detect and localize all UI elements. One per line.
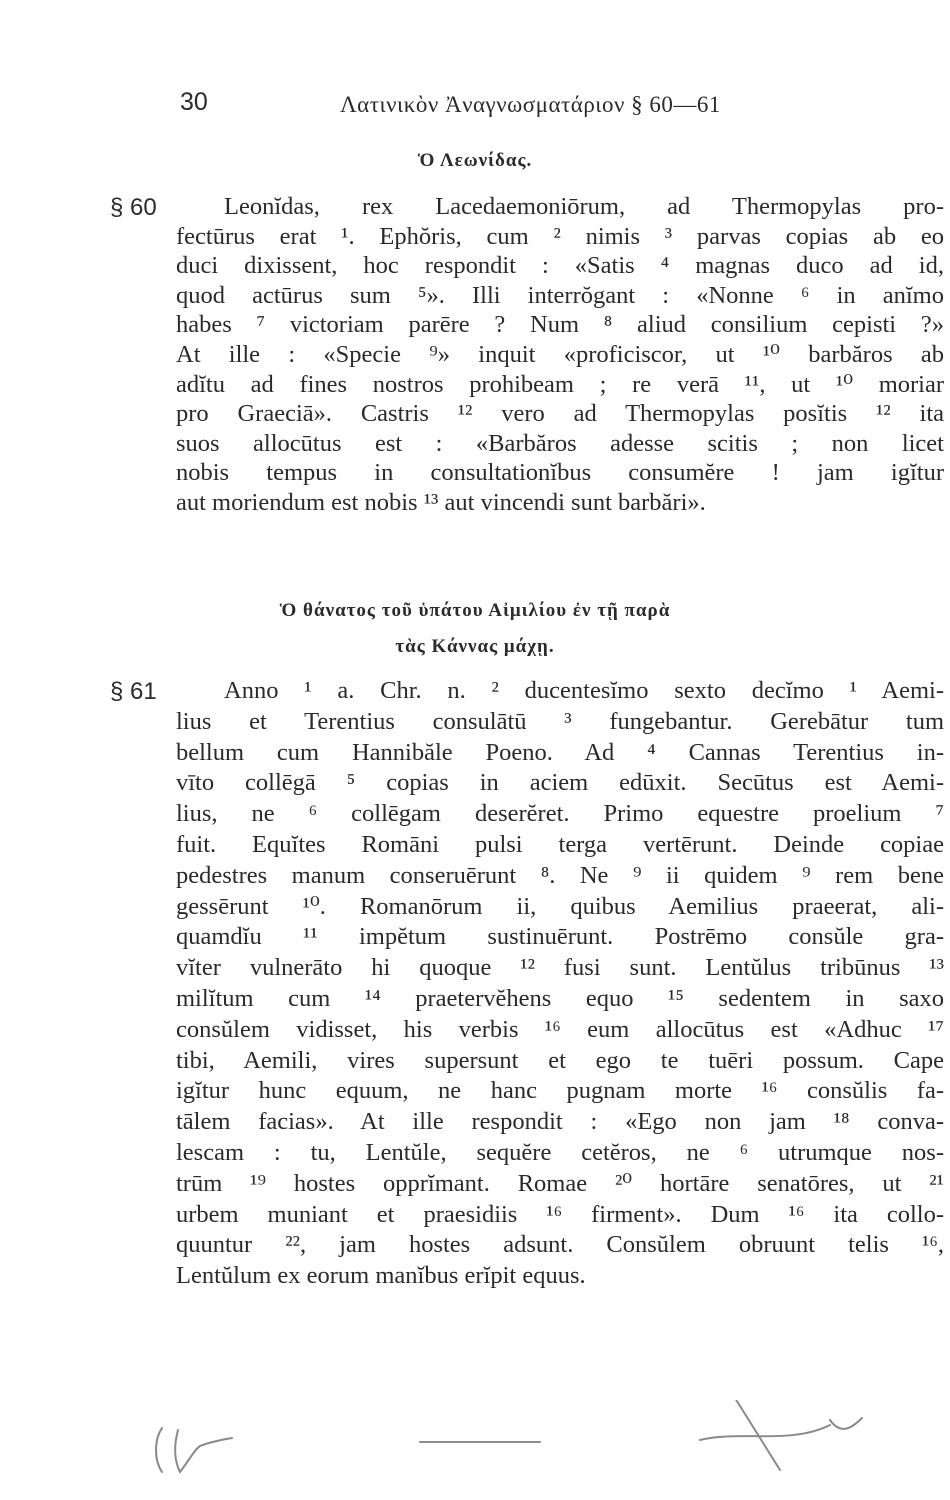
pencil-stroke-a xyxy=(730,1400,780,1470)
text-line: quamdĭu ¹¹ impĕtum sustinuērunt. Postrēmo consŭle gra- xyxy=(176,923,944,951)
text-line: lius, ne ⁶ collēgam deserĕret. Primo equestre proelium ⁷ xyxy=(176,800,944,828)
text-line: aut moriendum est nobis ¹³ aut vincendi sunt barbări». xyxy=(176,488,706,516)
pencil-stroke-c xyxy=(830,1418,862,1429)
section-60-paragraph xyxy=(176,192,944,518)
text-line: pro Graeciā». Castris ¹² vero ad Thermopylas posĭtis ¹² ita xyxy=(176,400,944,428)
text-line: tālem facias». At ille respondit : «Ego non jam ¹⁸ conva- xyxy=(176,1108,944,1136)
text-line: fectūrus erat ¹. Ephŏris, cum ² nimis ³ parvas copias ab eo xyxy=(176,222,944,250)
handwritten-mark-18 xyxy=(175,1430,232,1472)
text-line: gessērunt ¹⁰. Romanōrum ii, quibus Aemilius praeerat, ali- xyxy=(176,892,944,920)
text-line: pedestres manum conseruērunt ⁸. Ne ⁹ ii quidem ⁹ rem bene xyxy=(176,861,944,889)
text-line: quuntur ²², jam hostes adsunt. Consŭlem obruunt telis ¹⁶, xyxy=(176,1231,944,1259)
text-line: bellum cum Hannibăle Poeno. Ad ⁴ Cannas Terentius in- xyxy=(176,738,944,766)
text-line: igĭtur hunc equum, ne hanc pugnam morte ¹⁶ consŭlis fa- xyxy=(176,1077,944,1105)
text-line: lius et Terentius consulātū ³ fungebantur. Gerebātur tum xyxy=(176,707,944,735)
running-title: Λατινικὸν Ἀναγνωσματάριον § 60—61 xyxy=(340,92,721,117)
text-line: duci dixissent, hoc respondit : «Satis ⁴ magnas duco ad id, xyxy=(176,252,944,280)
text-line: suos allocūtus est : «Barbăros adesse scitis ; non licet xyxy=(176,429,944,457)
page-header xyxy=(0,88,950,128)
text-line: vĭter vulnerāto hi quoque ¹² fusi sunt. Lentŭlus tribūnus ¹³ xyxy=(176,954,944,982)
text-line: milĭtum cum ¹⁴ praetervĕhens equo ¹⁵ sedentem in saxo xyxy=(176,984,944,1012)
text-line: Anno ¹ a. Chr. n. ² ducentesĭmo sexto decĭmo ¹ Aemi- xyxy=(224,677,944,704)
section-60-title: Ὁ Λεωνίδας. xyxy=(417,150,533,171)
text-line: Leonĭdas, rex Lacedaemoniōrum, ad Thermopylas pro- xyxy=(224,193,944,220)
text-line: tibi, Aemili, vires supersunt et ego te tuēri possum. Cape xyxy=(176,1046,944,1074)
section-61-title-line2: τὰς Κάννας μάχῃ. xyxy=(395,636,555,657)
section-61-title-line1: Ὁ θάνατος τοῦ ὑπάτου Αἰμιλίου ἐν τῇ παρὰ xyxy=(279,600,671,621)
text-line: vīto collēgā ⁵ copias in aciem edūxit. Secūtus est Aemi- xyxy=(176,769,944,797)
section-60-mark: § 60 xyxy=(110,194,157,221)
text-line: consŭlem vidisset, his verbis ¹⁶ eum allocūtus est «Adhuc ¹⁷ xyxy=(176,1015,944,1043)
handwritten-paren xyxy=(156,1428,162,1472)
pencil-stroke-b xyxy=(700,1425,830,1440)
text-line: Lentŭlum ex eorum manĭbus erĭpit equus. xyxy=(176,1262,586,1290)
text-line: habes ⁷ victoriam parēre ? Num ⁸ aliud consilium cepisti ?» xyxy=(176,311,944,339)
text-line: At ille : «Specie ⁹» inquit «proficiscor, ut ¹⁰ barbăros ab xyxy=(176,340,944,368)
text-line: adĭtu ad fines nostros prohibeam ; re verā ¹¹, ut ¹⁰ moriar xyxy=(176,370,944,398)
text-line: quod actūrus sum ⁵». Illi interrŏgant : «Nonne ⁶ in anĭmo xyxy=(176,281,944,309)
text-line: fuit. Equĭtes Romāni pulsi terga vertērunt. Deinde copiae xyxy=(176,830,944,858)
handwritten-annotation xyxy=(140,1400,900,1480)
text-line: nobis tempus in consultationĭbus consumĕre ! jam igĭtur xyxy=(176,459,944,487)
section-61-mark: § 61 xyxy=(110,678,157,705)
text-line: lescam : tu, Lentŭle, sequĕre cetĕros, ne ⁶ utrumque nos- xyxy=(176,1138,944,1166)
text-line: urbem muniant et praesidiis ¹⁶ firment». Dum ¹⁶ ita collo- xyxy=(176,1200,944,1228)
page-number: 30 xyxy=(180,88,208,116)
text-line: trūm ¹⁹ hostes opprĭmant. Romae ²⁰ hortāre senatōres, ut ²¹ xyxy=(176,1169,944,1197)
section-61-paragraph xyxy=(176,676,944,1292)
